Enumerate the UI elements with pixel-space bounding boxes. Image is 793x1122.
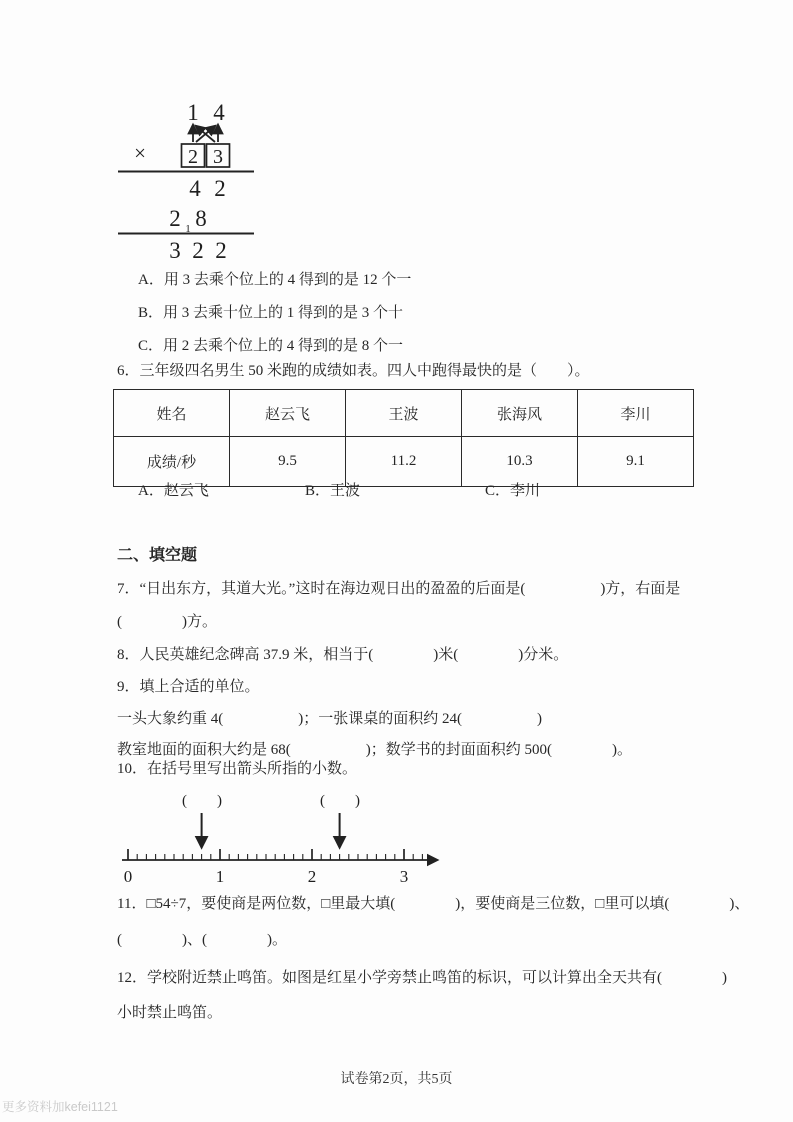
tick-label-1: 1 [215, 867, 225, 886]
q11-line1: 11．□54÷7，要使商是两位数，□里最大填( )，要使商是三位数，□里可以填( )、 [117, 896, 750, 912]
q9-line1: 9．填上合适的单位。 [117, 679, 260, 695]
q7-line2: ( )方。 [117, 614, 217, 630]
q8-text: 8．人民英雄纪念碑高 37.9 米，相当于( )米( )分米。 [117, 647, 569, 663]
partial2-carry: 1 [185, 223, 191, 235]
watermark-text: 更多资料加kefei1121 [2, 1100, 118, 1114]
q5-option-c: C．用 2 去乘个位上的 4 得到的是 8 个一 [138, 338, 404, 354]
multiplicand-tens: 1 [187, 100, 199, 125]
numberline-arrows [202, 813, 340, 847]
q6-option-c: C．李川 [485, 483, 541, 499]
page-number-footer: 试卷第2页，共5页 [340, 1072, 453, 1087]
q5-option-b: B．用 3 去乘十位上的 1 得到的是 3 个十 [138, 305, 404, 321]
table-header-row [114, 390, 694, 437]
row-label: 成绩/秒 [114, 437, 230, 487]
product-digit3: 2 [215, 238, 227, 263]
q6-option-b: B．王波 [305, 483, 361, 499]
q6-text: 6．三年级四名男生 50 米跑的成绩如表。四人中跑得最快的是（ ）。 [117, 363, 590, 379]
product-digit1: 3 [169, 238, 181, 263]
times-sign: × [134, 141, 146, 165]
multiplication-diagram [108, 92, 278, 270]
paren-blank-2: ( ) [320, 793, 360, 809]
q7-line1: 7．“日出东方，其道大光。”这时在海边观日出的盈盈的后面是( )方，右面是 [117, 581, 681, 597]
header-runner-1: 赵云飞 [230, 390, 346, 437]
paren-blank-1: ( ) [182, 793, 222, 809]
time-runner-1: 9.5 [230, 437, 346, 487]
partial2-digit1: 2 [169, 206, 181, 231]
table-values-row [114, 437, 694, 487]
multiplier-tens: 2 [188, 146, 198, 168]
header-name: 姓名 [114, 390, 230, 437]
tick-label-2: 2 [307, 867, 317, 886]
partial2-digit2: 8 [195, 206, 207, 231]
time-runner-3: 10.3 [462, 437, 578, 487]
time-runner-4: 9.1 [578, 437, 694, 487]
q11-line2: ( )、( )。 [117, 932, 287, 948]
q12-line2: 小时禁止鸣笛。 [117, 1005, 223, 1021]
numberline-figure [112, 785, 457, 887]
numberline-ticks [128, 849, 422, 860]
q5-option-a: A．用 3 去乘个位上的 4 得到的是 12 个一 [138, 272, 412, 288]
header-runner-3: 张海风 [462, 390, 578, 437]
multiplier-ones: 3 [213, 146, 223, 168]
header-runner-2: 王波 [346, 390, 462, 437]
q12-line1: 12．学校附近禁止鸣笛。如图是红星小学旁禁止鸣笛的标识，可以计算出全天共有( ) [117, 970, 727, 986]
product-digit2: 2 [192, 238, 204, 263]
tick-label-0: 0 [123, 867, 133, 886]
tick-label-3: 3 [399, 867, 409, 886]
q6-option-a: A．赵云飞 [138, 483, 209, 499]
partial1-digit2: 2 [214, 176, 226, 201]
partial1-digit1: 4 [189, 176, 201, 201]
q10-text: 10．在括号里写出箭头所指的小数。 [117, 761, 358, 777]
multiplicand-ones: 4 [213, 100, 225, 125]
section-2-title: 二、填空题 [117, 547, 198, 564]
race-results-table [113, 389, 694, 487]
q9-line3: 教室地面的面积大约是 68( )；数学书的封面面积约 500( )。 [117, 742, 632, 758]
time-runner-2: 11.2 [346, 437, 462, 487]
q9-line2: 一头大象约重 4( )；一张课桌的面积约 24( ) [117, 711, 542, 727]
header-runner-4: 李川 [578, 390, 694, 437]
